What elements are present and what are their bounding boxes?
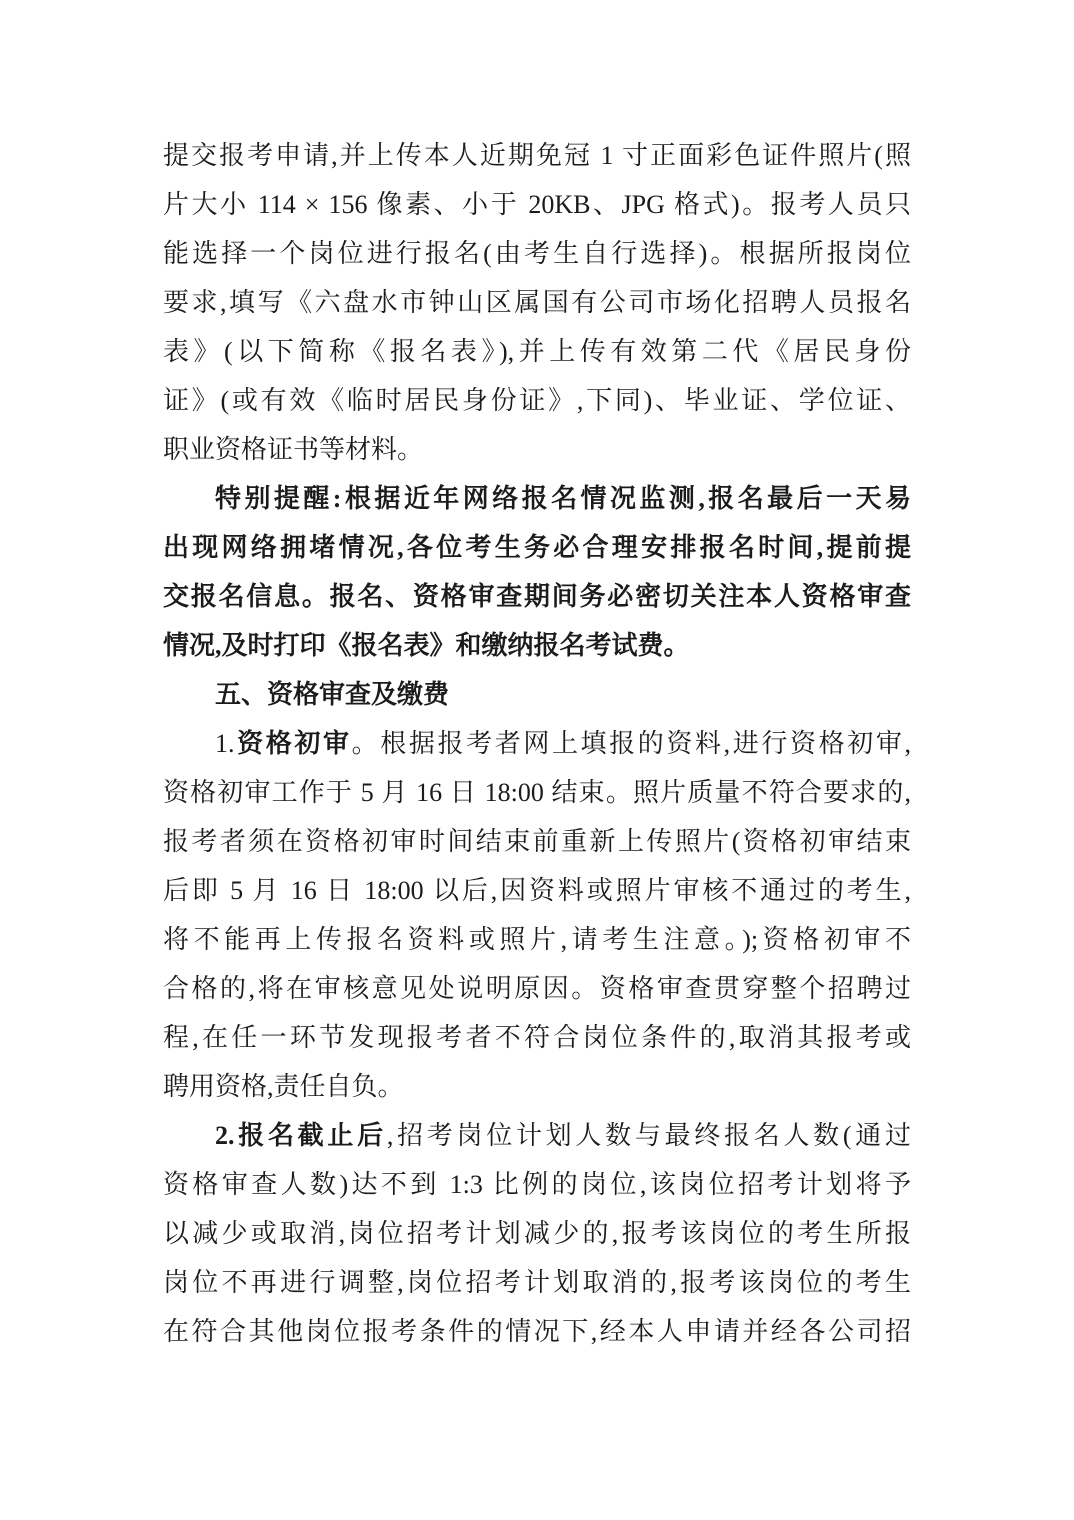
text-line xyxy=(163,474,911,523)
text-line xyxy=(163,670,911,719)
text-line xyxy=(163,1062,911,1111)
text-line xyxy=(163,278,911,327)
text-line xyxy=(163,768,911,817)
text-segment: 岗位不再进行调整,岗位招考计划取消的,报考该岗位的考生 xyxy=(163,1268,911,1297)
text-line xyxy=(163,1307,911,1356)
text-segment: 将不能再上传报名资料或照片,请考生注意。);资格初审不 xyxy=(163,925,911,954)
text-line xyxy=(163,915,911,964)
bold-text-segment: 2.报名截止后 xyxy=(215,1121,387,1150)
bold-text-segment: 五、资格审查及缴费 xyxy=(215,680,450,709)
text-segment: 能选择一个岗位进行报名(由考生自行选择)。根据所报岗位 xyxy=(163,239,911,268)
bold-text-segment: 情况,及时打印《报名表》和缴纳报名考试费。 xyxy=(163,631,690,660)
text-segment: 程,在任一环节发现报考者不符合岗位条件的,取消其报考或 xyxy=(163,1023,911,1052)
text-line xyxy=(163,817,911,866)
text-line xyxy=(163,1111,911,1160)
text-segment: 后即 5 月 16 日 18:00 以后,因资料或照片审核不通过的考生, xyxy=(163,876,911,905)
text-segment: 以减少或取消,岗位招考计划减少的,报考该岗位的考生所报 xyxy=(163,1219,911,1248)
text-line xyxy=(163,180,911,229)
text-segment: 资格审查人数)达不到 1:3 比例的岗位,该岗位招考计划将予 xyxy=(163,1170,911,1199)
text-line xyxy=(163,866,911,915)
text-line xyxy=(163,621,911,670)
text-segment: 资格初审工作于 5 月 16 日 18:00 结束。照片质量不符合要求的, xyxy=(163,778,911,807)
text-segment: 要求,填写《六盘水市钟山区属国有公司市场化招聘人员报名 xyxy=(163,288,911,317)
text-segment: 提交报考申请,并上传本人近期免冠 1 寸正面彩色证件照片(照 xyxy=(163,141,911,170)
document-body xyxy=(163,131,911,1356)
bold-text-segment: 资格初审 xyxy=(234,729,352,758)
text-segment: 1. xyxy=(215,729,235,758)
text-line xyxy=(163,964,911,1013)
text-line xyxy=(163,376,911,425)
text-line xyxy=(163,425,911,474)
text-line xyxy=(163,229,911,278)
text-line xyxy=(163,131,911,180)
text-line xyxy=(163,1209,911,1258)
text-segment: 职业资格证书等材料。 xyxy=(163,435,424,464)
text-line xyxy=(163,719,911,768)
text-segment: 片大小 114 × 156 像素、小于 20KB、JPG 格式)。报考人员只 xyxy=(163,190,911,219)
text-segment: 聘用资格,责任自负。 xyxy=(163,1072,404,1101)
text-line xyxy=(163,327,911,376)
text-line xyxy=(163,1160,911,1209)
bold-text-segment: 特别提醒:根据近年网络报名情况监测,报名最后一天易 xyxy=(215,484,911,513)
text-segment: 。根据报考者网上填报的资料,进行资格初审, xyxy=(351,729,911,758)
bold-text-segment: 出现网络拥堵情况,各位考生务必合理安排报名时间,提前提 xyxy=(163,533,911,562)
text-segment: ,招考岗位计划人数与最终报名人数(通过 xyxy=(386,1121,911,1150)
text-line xyxy=(163,1258,911,1307)
text-segment: 报考者须在资格初审时间结束前重新上传照片(资格初审结束 xyxy=(163,827,911,856)
text-segment: 合格的,将在审核意见处说明原因。资格审查贯穿整个招聘过 xyxy=(163,974,911,1003)
bold-text-segment: 交报名信息。报名、资格审查期间务必密切关注本人资格审查 xyxy=(163,582,911,611)
text-line xyxy=(163,572,911,621)
text-segment: 在符合其他岗位报考条件的情况下,经本人申请并经各公司招 xyxy=(163,1317,911,1346)
text-line xyxy=(163,523,911,572)
text-line xyxy=(163,1013,911,1062)
text-segment: 表》(以下简称《报名表》),并上传有效第二代《居民身份 xyxy=(163,337,911,366)
text-segment: 证》(或有效《临时居民身份证》,下同)、毕业证、学位证、 xyxy=(163,386,911,415)
